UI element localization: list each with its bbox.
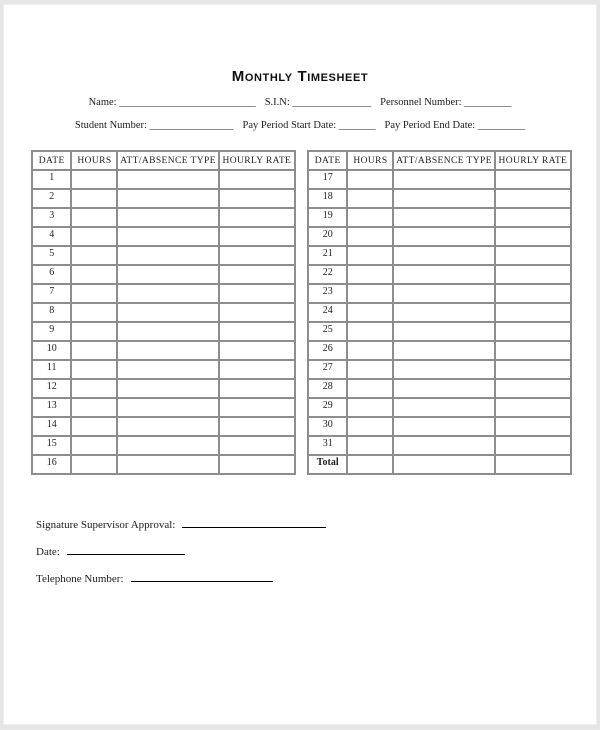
date-row-18 — [308, 189, 571, 208]
sin-blank: _______________ — [292, 97, 372, 108]
att-absence-cell — [117, 398, 218, 417]
date-cell: 20 — [308, 227, 347, 246]
date-cell: 16 — [32, 455, 71, 474]
date-cell: 13 — [32, 398, 71, 417]
att-absence-cell — [117, 227, 218, 246]
sin-field — [265, 97, 371, 108]
date-cell: 25 — [308, 322, 347, 341]
att-absence-cell — [117, 379, 218, 398]
date-row-25 — [308, 322, 571, 341]
att-absence-cell — [117, 265, 218, 284]
hourly-rate-cell — [495, 265, 571, 284]
date-row-3 — [32, 208, 295, 227]
att-absence-cell — [393, 341, 494, 360]
pay-period-end-date-label: Pay Period End Date: — [384, 120, 476, 131]
hourly-rate-cell — [495, 284, 571, 303]
hours-cell — [347, 303, 393, 322]
date-cell: 11 — [32, 360, 71, 379]
date-cell: 19 — [308, 208, 347, 227]
date-cell: 27 — [308, 360, 347, 379]
att-absence-cell — [117, 303, 218, 322]
date-cell: 1 — [32, 170, 71, 189]
att-absence-cell — [117, 246, 218, 265]
date-row-22 — [308, 265, 571, 284]
hourly-rate-cell — [495, 227, 571, 246]
telephone-number-line — [131, 570, 273, 582]
personnel-number-blank: _________ — [464, 97, 512, 108]
pay-period-end-date-field — [385, 120, 526, 131]
hours-cell — [71, 246, 117, 265]
personnel-number-label: Personnel Number: — [380, 97, 462, 108]
date-cell: 30 — [308, 417, 347, 436]
date-row-23 — [308, 284, 571, 303]
hours-cell — [347, 341, 393, 360]
page-title: Monthly Timesheet — [231, 68, 369, 85]
att-absence-cell — [117, 417, 218, 436]
date-row-13 — [32, 398, 295, 417]
date-row-16 — [32, 455, 295, 474]
hours-cell — [71, 455, 117, 474]
hourly-rate-cell — [495, 398, 571, 417]
header-row — [308, 151, 571, 170]
date-row-12 — [32, 379, 295, 398]
date-cell: 12 — [32, 379, 71, 398]
hourly-rate-cell — [495, 246, 571, 265]
date-cell: 4 — [32, 227, 71, 246]
att-absence-cell — [117, 322, 218, 341]
hourly-rate-cell — [219, 322, 295, 341]
hourly-rate-cell — [219, 246, 295, 265]
date-cell: 18 — [308, 189, 347, 208]
telephone-number-label: Telephone Number: — [36, 573, 124, 585]
column-header-date: DATE — [308, 151, 347, 170]
hourly-rate-cell — [219, 398, 295, 417]
personnel-number-field — [380, 97, 511, 108]
date-cell: 6 — [32, 265, 71, 284]
date-cell: 29 — [308, 398, 347, 417]
hours-cell — [347, 265, 393, 284]
att-absence-cell — [117, 436, 218, 455]
date-cell: 9 — [32, 322, 71, 341]
hours-cell — [347, 436, 393, 455]
hours-cell — [347, 360, 393, 379]
hours-cell — [71, 170, 117, 189]
att-absence-cell — [393, 284, 494, 303]
date-cell: 26 — [308, 341, 347, 360]
column-header-date: DATE — [32, 151, 71, 170]
hours-cell — [71, 417, 117, 436]
date-cell: 17 — [308, 170, 347, 189]
date-cell: 23 — [308, 284, 347, 303]
hours-cell — [347, 417, 393, 436]
signature-line — [182, 516, 326, 528]
hours-cell — [347, 284, 393, 303]
date-row-30 — [308, 417, 571, 436]
date-row-17 — [308, 170, 571, 189]
date-cell: 10 — [32, 341, 71, 360]
date-cell: 5 — [32, 246, 71, 265]
hours-cell — [347, 379, 393, 398]
date-row-7 — [32, 284, 295, 303]
date-label: Date: — [36, 546, 60, 558]
hourly-rate-cell — [495, 417, 571, 436]
date-row-10 — [32, 341, 295, 360]
total-row — [308, 455, 571, 474]
date-row-28 — [308, 379, 571, 398]
column-header-hours: HOURS — [71, 151, 117, 170]
hours-cell — [71, 265, 117, 284]
hours-cell — [71, 284, 117, 303]
hourly-rate-cell — [495, 189, 571, 208]
hourly-rate-cell — [219, 208, 295, 227]
timesheet-page — [3, 4, 597, 725]
hourly-rate-cell — [495, 208, 571, 227]
student-number-label: Student Number: — [74, 120, 147, 131]
date-row-15 — [32, 436, 295, 455]
hourly-rate-cell — [219, 170, 295, 189]
timesheet-table-right — [307, 150, 572, 475]
header-fields-row-1 — [4, 97, 596, 108]
column-header-att-absence-type: ATT/ABSENCE TYPE — [393, 151, 494, 170]
hours-cell — [71, 303, 117, 322]
date-cell: 21 — [308, 246, 347, 265]
hourly-rate-cell — [219, 455, 295, 474]
date-row-6 — [32, 265, 295, 284]
att-absence-cell — [393, 303, 494, 322]
hourly-rate-cell — [219, 265, 295, 284]
hours-cell — [347, 398, 393, 417]
timesheet-table-left — [31, 150, 296, 475]
att-absence-cell — [117, 170, 218, 189]
hours-cell — [71, 341, 117, 360]
date-cell: 31 — [308, 436, 347, 455]
hours-cell — [71, 208, 117, 227]
date-row-14 — [32, 417, 295, 436]
att-absence-cell — [393, 170, 494, 189]
hours-cell — [347, 189, 393, 208]
att-absence-cell — [393, 398, 494, 417]
date-row-8 — [32, 303, 295, 322]
student-number-field — [75, 120, 234, 131]
header-row — [32, 151, 295, 170]
hourly-rate-cell — [219, 189, 295, 208]
hourly-rate-cell — [219, 227, 295, 246]
hours-cell — [347, 227, 393, 246]
hours-cell — [347, 208, 393, 227]
date-cell: 28 — [308, 379, 347, 398]
column-header-hourly-rate: HOURLY RATE — [219, 151, 295, 170]
hours-cell — [347, 170, 393, 189]
hours-cell — [71, 436, 117, 455]
date-row-21 — [308, 246, 571, 265]
hourly-rate-cell — [495, 379, 571, 398]
date-cell: 2 — [32, 189, 71, 208]
hourly-rate-cell — [495, 436, 571, 455]
date-row-29 — [308, 398, 571, 417]
header-fields-row-2 — [4, 120, 596, 131]
pay-period-end-date-blank: _________ — [477, 120, 526, 131]
date-cell: Total — [308, 455, 347, 474]
hours-cell — [71, 227, 117, 246]
name-field — [89, 97, 256, 108]
date-row-31 — [308, 436, 571, 455]
column-header-hourly-rate: HOURLY RATE — [495, 151, 571, 170]
att-absence-cell — [393, 417, 494, 436]
att-absence-cell — [117, 341, 218, 360]
pay-period-start-date-blank: _______ — [338, 120, 376, 131]
hourly-rate-cell — [219, 436, 295, 455]
hourly-rate-cell — [495, 322, 571, 341]
hourly-rate-cell — [495, 455, 571, 474]
att-absence-cell — [393, 436, 494, 455]
att-absence-cell — [393, 189, 494, 208]
hours-cell — [347, 455, 393, 474]
hours-cell — [71, 189, 117, 208]
att-absence-cell — [393, 455, 494, 474]
hourly-rate-cell — [219, 303, 295, 322]
date-cell: 14 — [32, 417, 71, 436]
date-cell: 22 — [308, 265, 347, 284]
date-cell: 3 — [32, 208, 71, 227]
date-row-11 — [32, 360, 295, 379]
att-absence-cell — [393, 322, 494, 341]
hourly-rate-cell — [495, 360, 571, 379]
hours-cell — [347, 246, 393, 265]
hourly-rate-cell — [219, 341, 295, 360]
signature-supervisor-approval-field — [36, 516, 596, 531]
date-field — [36, 543, 596, 558]
telephone-number-field — [36, 570, 596, 585]
hourly-rate-cell — [495, 303, 571, 322]
att-absence-cell — [117, 208, 218, 227]
att-absence-cell — [393, 379, 494, 398]
date-row-26 — [308, 341, 571, 360]
att-absence-cell — [117, 189, 218, 208]
att-absence-cell — [393, 208, 494, 227]
date-row-19 — [308, 208, 571, 227]
att-absence-cell — [117, 360, 218, 379]
date-line — [67, 543, 185, 555]
column-header-hours: HOURS — [347, 151, 393, 170]
date-row-24 — [308, 303, 571, 322]
name-label: Name: — [88, 97, 117, 108]
date-cell: 15 — [32, 436, 71, 455]
timesheet-tables — [31, 150, 572, 475]
student-number-blank: ________________ — [149, 120, 234, 131]
date-cell: 24 — [308, 303, 347, 322]
att-absence-cell — [393, 227, 494, 246]
pay-period-start-date-field — [243, 120, 376, 131]
date-row-1 — [32, 170, 295, 189]
hourly-rate-cell — [219, 379, 295, 398]
hourly-rate-cell — [495, 341, 571, 360]
hourly-rate-cell — [219, 284, 295, 303]
att-absence-cell — [393, 360, 494, 379]
date-row-27 — [308, 360, 571, 379]
date-row-20 — [308, 227, 571, 246]
att-absence-cell — [393, 265, 494, 284]
date-cell: 8 — [32, 303, 71, 322]
hourly-rate-cell — [495, 170, 571, 189]
date-row-4 — [32, 227, 295, 246]
signature-supervisor-approval-label: Signature Supervisor Approval: — [36, 519, 176, 531]
pay-period-start-date-label: Pay Period Start Date: — [242, 120, 337, 131]
hours-cell — [71, 398, 117, 417]
hours-cell — [71, 322, 117, 341]
att-absence-cell — [117, 455, 218, 474]
date-row-9 — [32, 322, 295, 341]
name-blank: __________________________ — [119, 97, 256, 108]
hourly-rate-cell — [219, 360, 295, 379]
hours-cell — [71, 360, 117, 379]
date-row-2 — [32, 189, 295, 208]
sin-label: S.I.N: — [264, 97, 290, 108]
hours-cell — [347, 322, 393, 341]
date-cell: 7 — [32, 284, 71, 303]
hourly-rate-cell — [219, 417, 295, 436]
att-absence-cell — [117, 284, 218, 303]
date-row-5 — [32, 246, 295, 265]
column-header-att-absence-type: ATT/ABSENCE TYPE — [117, 151, 218, 170]
att-absence-cell — [393, 246, 494, 265]
footer-fields — [36, 516, 596, 585]
hours-cell — [71, 379, 117, 398]
